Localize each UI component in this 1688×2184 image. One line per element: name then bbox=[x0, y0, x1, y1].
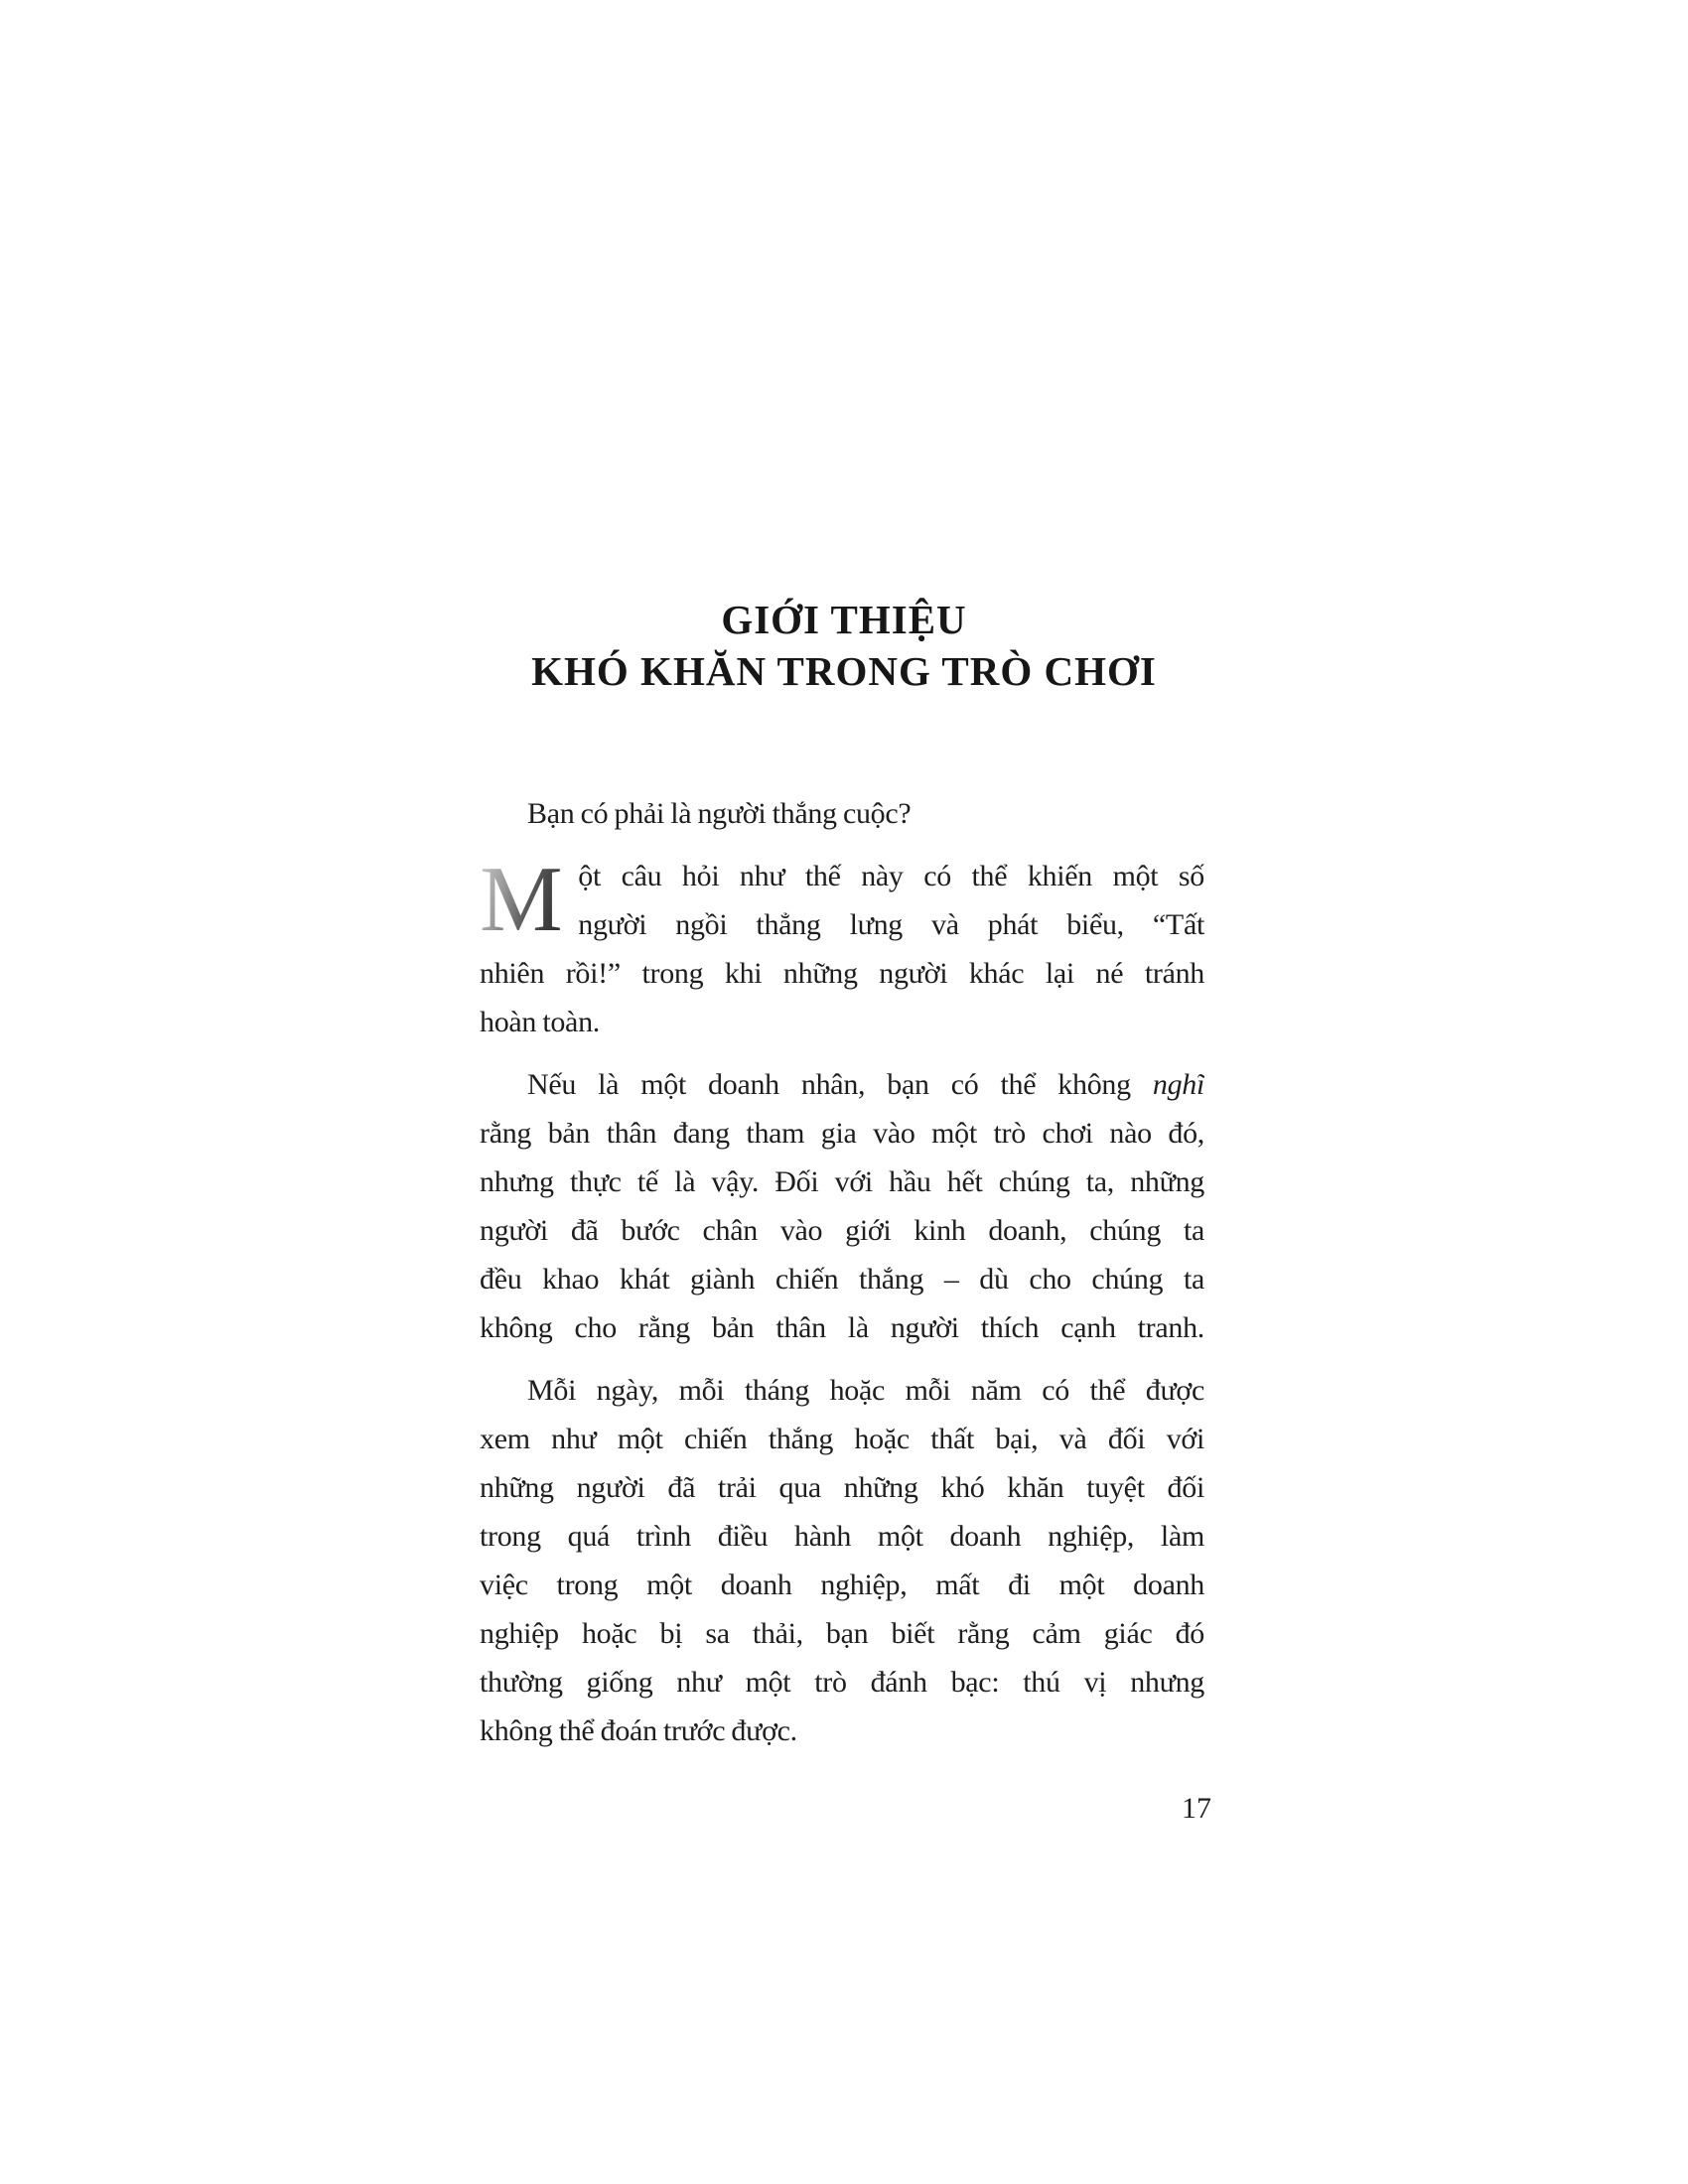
paragraph-question bbox=[480, 789, 1204, 838]
body-line: việc trong một doanh nghiệp, mất đi một doanh bbox=[480, 1569, 1204, 1601]
body-line: nhưng thực tế là vậy. Đối với hầu hết chúng ta, những bbox=[480, 1165, 1204, 1198]
chapter-title-line-2: KHÓ KHĂN TRONG TRÒ CHƠI bbox=[531, 648, 1157, 694]
body-line: trong quá trình điều hành một doanh nghiệp, làm bbox=[480, 1520, 1204, 1553]
paragraph-gamble bbox=[480, 1366, 1204, 1755]
body-line: không cho rằng bản thân là người thích cạnh tranh. bbox=[480, 1311, 1204, 1344]
body-line: xem như một chiến thắng hoặc thất bại, và đối với bbox=[480, 1423, 1204, 1455]
page-number: 17 bbox=[1182, 1792, 1211, 1825]
body-line: Bạn có phải là người thắng cuộc? bbox=[527, 797, 912, 830]
dropcap-letter: M bbox=[480, 848, 563, 951]
body-line: những người đã trải qua những khó khăn tuyệt đối bbox=[480, 1471, 1204, 1504]
body-line: nghiệp hoặc bị sa thải, bạn biết rằng cảm giác đó bbox=[480, 1617, 1204, 1650]
body-text bbox=[480, 789, 1204, 1769]
body-line: không thể đoán trước được. bbox=[480, 1714, 797, 1747]
body-line: đều khao khát giành chiến thắng – dù cho chúng ta bbox=[480, 1263, 1204, 1296]
body-line: người ngồi thẳng lưng và phát biểu, “Tất bbox=[578, 908, 1204, 941]
body-line: ột câu hỏi như thế này có thể khiến một số bbox=[578, 860, 1204, 892]
emphasized-word: nghĩ bbox=[1152, 1068, 1204, 1101]
paragraph-dropcap bbox=[480, 848, 1204, 1046]
body-line: nhiên rồi!” trong khi những người khác lại né tránh bbox=[480, 957, 1204, 990]
body-line: rằng bản thân đang tham gia vào một trò chơi nào đó, bbox=[480, 1117, 1204, 1150]
paragraph-entrepreneur bbox=[480, 1060, 1204, 1352]
body-line bbox=[480, 1060, 1204, 1109]
body-line: người đã bước chân vào giới kinh doanh, chúng ta bbox=[480, 1214, 1204, 1247]
body-line: thường giống như một trò đánh bạc: thú vị nhưng bbox=[480, 1666, 1204, 1699]
chapter-title bbox=[0, 594, 1688, 697]
body-line-text: Nếu là một doanh nhân, bạn có thể không bbox=[527, 1068, 1131, 1101]
body-line: Mỗi ngày, mỗi tháng hoặc mỗi năm có thể được bbox=[527, 1374, 1204, 1407]
chapter-title-line-1: GIỚI THIỆU bbox=[721, 597, 967, 642]
body-line: hoàn toàn. bbox=[480, 1006, 600, 1038]
